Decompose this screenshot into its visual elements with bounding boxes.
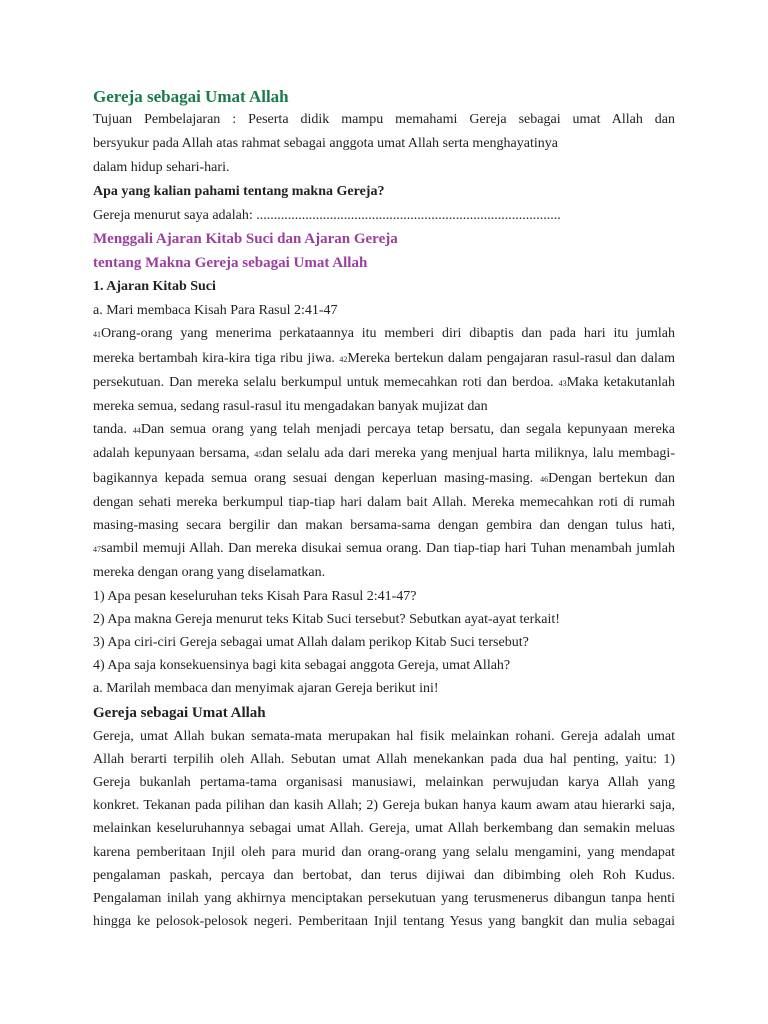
question-list <box>93 585 675 678</box>
body-line: konkret. Tekanan pada pilihan dan kasih Allah; 2) Gereja bukan hanya kaum awam atau hierarki saja, <box>93 798 675 814</box>
scripture-text: mereka semua, sedang rasul-rasul itu mengadakan banyak mujizat dan <box>93 399 488 415</box>
scripture-line <box>93 514 675 537</box>
verse-number: 46 <box>540 474 549 484</box>
scripture-line <box>93 347 675 371</box>
verse-number: 43 <box>558 378 567 388</box>
list-item: 1) Apa pesan keseluruhan teks Kisah Para Rasul 2:41-47? <box>93 588 417 604</box>
subheading-1: Menggali Ajaran Kitab Suci dan Ajaran Gereja <box>93 231 398 248</box>
verse-number: 47 <box>93 545 101 555</box>
section-2-title: Gereja sebagai Umat Allah <box>93 704 266 721</box>
body-line: Allah berarti terpilih oleh Allah. Sebutan umat Allah menekankan pada dua hal penting, yaitu: 1) <box>93 751 675 767</box>
page-title: Gereja sebagai Umat Allah <box>93 87 289 106</box>
scripture-line <box>93 395 675 418</box>
scripture-text: bagikannya kepada semua orang sesuai dengan keperluan masing-masing. <box>93 470 541 486</box>
intro-line-2: bersyukur pada Allah atas rahmat sebagai anggota umat Allah serta menghayatinya <box>93 136 558 151</box>
verse-number: 42 <box>339 354 348 364</box>
body-line: hingga ke pelosok-pelosok negeri. Pemberitaan Injil tentang Yesus yang bangkit dan mulia sebagai <box>93 914 675 930</box>
scripture-text: adalah kepunyaan bersama, <box>93 446 255 462</box>
scripture-text: sambil memuji Allah. Dan mereka disukai semua orang. Dan tiap-tiap hari Tuhan menambah jumlah <box>101 541 675 557</box>
list-item: 2) Apa makna Gereja menurut teks Kitab Suci tersebut? Sebutkan ayat-ayat terkait! <box>93 611 560 627</box>
scripture-line <box>93 418 675 442</box>
scripture-text: mereka bertambah kira-kira tiga ribu jiwa. <box>93 350 340 366</box>
scripture-text: masing-masing secara bergilir dan makan bersama-sama dengan gembira dan dengan tulus hati, <box>93 518 675 534</box>
intro-line-1: Tujuan Pembelajaran : Peserta didik mampu memahami Gereja sebagai umat Allah dan <box>93 112 675 127</box>
scripture-text: Dengan bertekun dan <box>548 470 676 486</box>
scripture-line <box>93 442 675 466</box>
body-line: Gereja bukanlah pertama-tama organisasi manusiawi, melainkan perwujudan karya Allah yang <box>93 775 675 791</box>
scripture-text: Dan semua orang yang telah menjadi percaya tetap bersatu, dan segala kepunyaan mereka <box>140 422 675 438</box>
intro-line-3: dalam hidup sehari-hari. <box>93 160 230 175</box>
scripture-text: Orang-orang yang menerima perkataannya itu memberi diri dibaptis dan pada hari itu jumlah <box>101 326 675 342</box>
document-content <box>93 86 675 933</box>
scripture-text: persekutuan. Dan mereka selalu berkumpul untuk memecahkan roti dan berdoa. <box>93 374 559 390</box>
scripture-text: Mereka bertekun dalam pengajaran rasul-rasul dan dalam <box>347 350 676 366</box>
scripture-line <box>93 491 675 514</box>
scripture-line <box>93 561 675 584</box>
scripture-text: tanda. <box>93 422 133 438</box>
scripture-text: dan selalu ada dari mereka yang menjual harta miliknya, lalu membagi- <box>262 446 675 462</box>
answer-prompt: Gereja menurut saya adalah: ....................................................................................... <box>93 208 561 223</box>
verse-number: 41 <box>93 330 101 340</box>
body-line: Pengalaman inilah yang akhirnya menciptakan persekutuan yang terusmenerus dibangun tanpa henti <box>93 891 675 907</box>
verse-number: 45 <box>254 450 263 460</box>
scripture-line <box>93 537 675 561</box>
scripture-text: Maka ketakutanlah <box>566 374 676 390</box>
section-1-title: 1. Ajaran Kitab Suci <box>93 279 216 295</box>
subheading-2: tentang Makna Gereja sebagai Umat Allah <box>93 255 368 272</box>
main-question: Apa yang kalian pahami tentang makna Gereja? <box>93 184 385 199</box>
section-2-body <box>93 725 675 934</box>
body-line: karena pemberitaan Injil oleh para murid dan orang-orang yang selalu mengamini, yang mendapat <box>93 844 675 860</box>
verse-number: 44 <box>132 426 141 436</box>
scripture-line <box>93 371 675 395</box>
reading-intro-2: a. Marilah membaca dan menyimak ajaran Gereja berikut ini! <box>93 681 439 697</box>
scripture-line <box>93 467 675 491</box>
scripture-text: mereka dengan orang yang diselamatkan. <box>93 565 326 581</box>
body-line: melainkan keseluruhannya sebagai umat Allah. Gereja, umat Allah berkembang dan semakin meluas <box>93 821 675 837</box>
scripture-passage <box>93 322 675 584</box>
scripture-line <box>93 322 675 346</box>
body-line: pengalaman paskah, percaya dan bertobat, dan terus dijiwai dan dibimbing oleh Roh Kudus. <box>93 867 675 883</box>
list-item: 3) Apa ciri-ciri Gereja sebagai umat Allah dalam perikop Kitab Suci tersebut? <box>93 635 529 651</box>
scripture-text: dengan sehati mereka berkumpul tiap-tiap hari dalam bait Allah. Mereka memecahkan roti di rumah <box>93 494 675 510</box>
reading-intro: a. Mari membaca Kisah Para Rasul 2:41-47 <box>93 303 338 319</box>
body-line: Gereja, umat Allah bukan semata-mata merupakan hal fisik melainkan rohani. Gereja adalah umat <box>93 728 675 744</box>
list-item: 4) Apa saja konsekuensinya bagi kita sebagai anggota Gereja, umat Allah? <box>93 658 511 674</box>
